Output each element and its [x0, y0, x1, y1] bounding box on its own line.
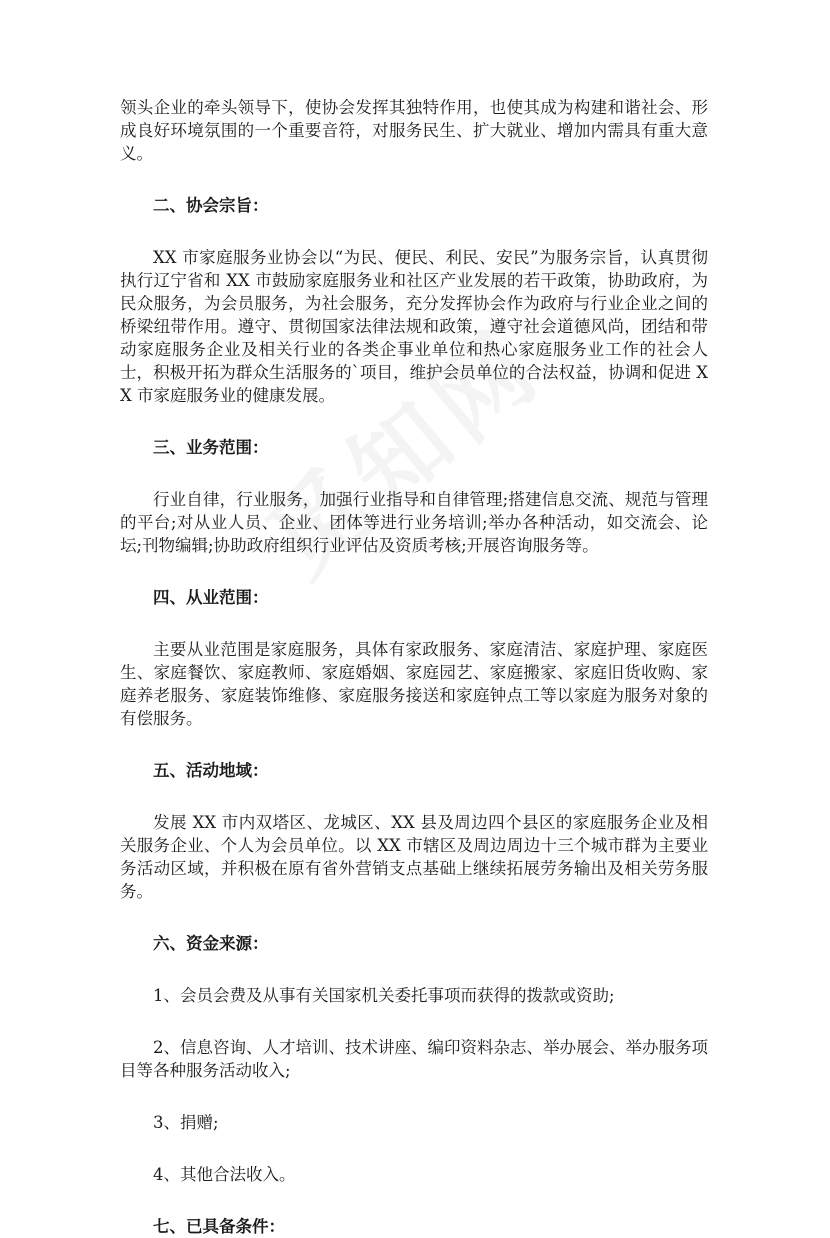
- section-body-employment-scope: 主要从业范围是家庭服务，具体有家政服务、家庭清洁、家庭护理、家庭医生、家庭餐饮、家庭教师、家庭婚姻、家庭园艺、家庭搬家、家庭旧货收购、家庭养老服务、家庭装饰维修、家庭服务接送和家庭钟点工等以家庭为服务对象的有偿服务。: [120, 640, 708, 728]
- section-body-activity-region: 发展 XX 市内双塔区、龙城区、XX 县及周边四个县区的家庭服务企业及相关服务企业、个人为会员单位。以 XX 市辖区及周边周边十三个城市群为主要业务活动区域，并积极在原有省外营销支点基础上继续拓展劳务输出及相关劳务服务。: [120, 813, 708, 901]
- funding-item: 4、其他合法收入。: [153, 1165, 296, 1184]
- section-body-business-scope: 行业自律，行业服务，加强行业指导和自律管理;搭建信息交流、规范与管理的平台;对从业人员、企业、团体等进行业务培训;举办各种活动，如交流会、论坛;刊物编辑;协助政府组织行业评估及资质考核;开展咨询服务等。: [120, 490, 708, 555]
- section-heading-activity-region: 五、活动地域：: [153, 761, 269, 780]
- funding-item: 1、会员会费及从事有关国家机关委托事项而获得的拨款或资助;: [153, 986, 615, 1005]
- section-heading-purpose: 二、协会宗旨：: [153, 196, 269, 215]
- section-body-purpose: XX 市家庭服务业协会以“为民、便民、利民、安民”为服务宗旨，认真贯彻执行辽宁省和 XX 市鼓励家庭服务业和社区产业发展的若干政策，协助政府，为民众服务，为会员服务，为社会服务，充分发挥协会作为政府与行业企业之间的桥梁纽带作用。遵守、贯彻国家法律法规和政策，遵守社会道德风尚，团结和带动家庭服务企业及相关行业的各类企事业单位和热心家庭服务业工作的社会人士，积极开拓为群众生活服务的`项目，维护会员单位的合法权益，协调和促进 XX 市家庭服务业的健康发展。: [120, 248, 708, 405]
- funding-item: 2、信息咨询、人才培训、技术讲座、编印资料杂志、举办展会、举办服务项目等各种服务活动收入;: [120, 1038, 708, 1080]
- funding-item: 3、捐赠;: [153, 1113, 219, 1132]
- section-heading-conditions: 七、已具备条件：: [153, 1217, 285, 1236]
- section-heading-funding: 六、资金来源：: [153, 934, 269, 953]
- intro-paragraph: 领头企业的牵头领导下，使协会发挥其独特作用，也使其成为构建和谐社会、形成良好环境氛围的一个重要音符，对服务民生、扩大就业、增加内需具有重大意义。: [120, 98, 708, 163]
- document-body: [120, 96, 708, 1238]
- section-heading-employment-scope: 四、从业范围：: [153, 588, 269, 607]
- section-heading-business-scope: 三、业务范围：: [153, 438, 269, 457]
